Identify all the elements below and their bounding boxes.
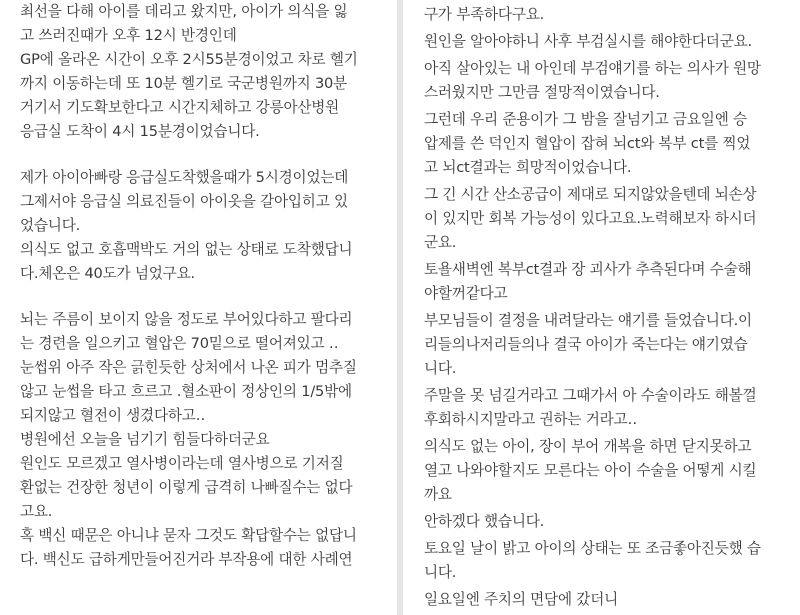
text-line: 의식도 없고 호흡맥박도 거의 없는 상태로 도착했답니 [20,241,353,258]
paragraph [424,309,800,381]
paragraph [424,384,800,432]
text-line: 제가 아이아빠랑 응급실도착했을때가 5시경이었는데 [20,169,349,186]
text-line: 다.체온은 40도가 넘었구요. [20,265,195,282]
column-divider [397,0,403,615]
text-line: 다. 백신도 급하게만들어진거라 부작용에 대한 사례연 [20,551,353,568]
paragraph [424,108,800,180]
text-line: GP에 올라온 시간이 오후 2시55분경이었고 차로 헬기 [20,51,358,68]
text-line: 토욜새벽엔 복부ct결과 장 괴사가 추측된다며 수술해 [424,261,752,278]
text-line: 토요일 날이 밝고 아이의 상태는 또 조금좋아진듯했 습 [424,540,761,557]
text-line: 혹 백신 때문은 아니냐 묻자 그것도 확답할수는 없답니 [20,527,357,544]
paragraph [424,588,800,612]
text-line: 까지 이동하는데 또 10분 헬기로 국군병원까지 30분 [20,75,348,92]
text-line: 니다. [424,360,457,377]
text-line: 고 뇌ct결과는 희망적이었습니다. [424,159,632,176]
text-line: 않고 눈썹을 타고 흐르고 .혈소판이 정상인의 1/5밖에 [20,383,352,400]
text-line: 그 긴 시간 산소공급이 제대로 되지않았을텐데 뇌손상 [424,186,757,203]
paragraph [20,428,396,452]
text-line: 그런데 우리 준용이가 그 밤을 잘넘기고 금요일엔 승 [424,111,747,128]
paragraph [20,524,396,572]
text-line: 까요 [424,486,452,503]
text-line: 원인도 모르겠고 열사병이라는데 열사병으로 기저질 [20,455,344,472]
text-line: 아직 살아있는 내 아인데 부검얘기를 하는 의사가 원망 [424,60,761,77]
text-line: 고 쓰러진때가 오후 12시 반경인데 [20,27,237,44]
paragraph [424,510,800,534]
paragraph [20,166,396,238]
paragraph [424,435,800,507]
right-text-column [404,0,800,615]
text-line: 었습니다. [20,217,81,234]
text-line: 환없는 건장한 청년이 이렇게 급격히 나빠질수는 없다 [20,479,353,496]
text-line: 주말을 못 넘길거라고 그때가서 아 수술이라도 해볼껄 [424,387,757,404]
text-line: 일요일엔 주치의 면담에 갔더니 [424,591,618,608]
text-line: 니다. [424,564,457,581]
text-line: 야할꺼같다고 [424,285,508,302]
text-line: 열고 나와야할지도 모른다는 아이 수술을 어떻게 시킬 [424,462,757,479]
paragraph [424,258,800,306]
paragraph [424,183,800,255]
text-line: 되지않고 혈전이 생겼다하고‥ [20,407,206,424]
text-line: 안하겠다 했습니다. [424,513,545,530]
paragraph [424,30,800,54]
text-line: 응급실 도착이 4시 15분경이었습니다. [20,123,260,140]
text-line: 그제서야 응급실 의료진들이 아이옷을 갈아입히고 있 [20,193,348,210]
paragraph-gap [20,144,396,166]
text-line: 군요. [424,234,457,251]
text-line: 눈썹위 아주 작은 긁힌듯한 상처에서 나온 피가 멈추질 [20,359,357,376]
text-line: 구가 부족하다구요. [424,6,545,23]
paragraph [20,308,396,428]
text-line: 스러웠지만 그만큼 절망적이였습니다. [424,84,660,101]
paragraph [424,57,800,105]
paragraph [20,452,396,524]
text-line: 병원에선 오늘을 넘기기 힘들다하더군요 [20,431,270,448]
text-line: 고요. [20,503,53,520]
text-line: 최선을 다해 아이를 데리고 왔지만, 아이가 의식을 잃 [20,3,348,20]
text-line: 원인을 알아야하니 사후 부검실시를 해야한다더군요. [424,33,752,50]
left-text-column [0,0,396,615]
text-line: 거기서 기도확보한다고 시간지체하고 강릉아산병원 [20,99,340,116]
text-line: 부모님들이 결정을 내려달라는 얘기를 들었습니다.이 [424,312,752,329]
paragraph-gap [20,286,396,308]
text-line: 는 경련을 일으키고 혈압은 70밑으로 떨어져있고 ‥ [20,335,339,352]
paragraph [20,238,396,286]
text-line: 후회하시지말라고 권하는 거라고‥ [424,411,637,428]
text-line: 뇌는 주름이 보이지 않을 정도로 부어있다하고 팔다리 [20,311,353,328]
paragraph [424,3,800,27]
text-line: 의식도 없는 아이, 장이 부어 개복을 하면 닫지못하고 [424,438,752,455]
paragraph [424,537,800,585]
paragraph [20,0,396,144]
text-line: 이 있지만 회복 가능성이 있다고요.노력해보자 하시더 [424,210,757,227]
text-line: 압제를 쓴 덕인지 혈압이 잡혀 뇌ct와 복부 ct를 찍었 [424,135,751,152]
text-line: 리들의나저리들의나 결국 아이가 죽는다는 얘기였습 [424,336,748,353]
